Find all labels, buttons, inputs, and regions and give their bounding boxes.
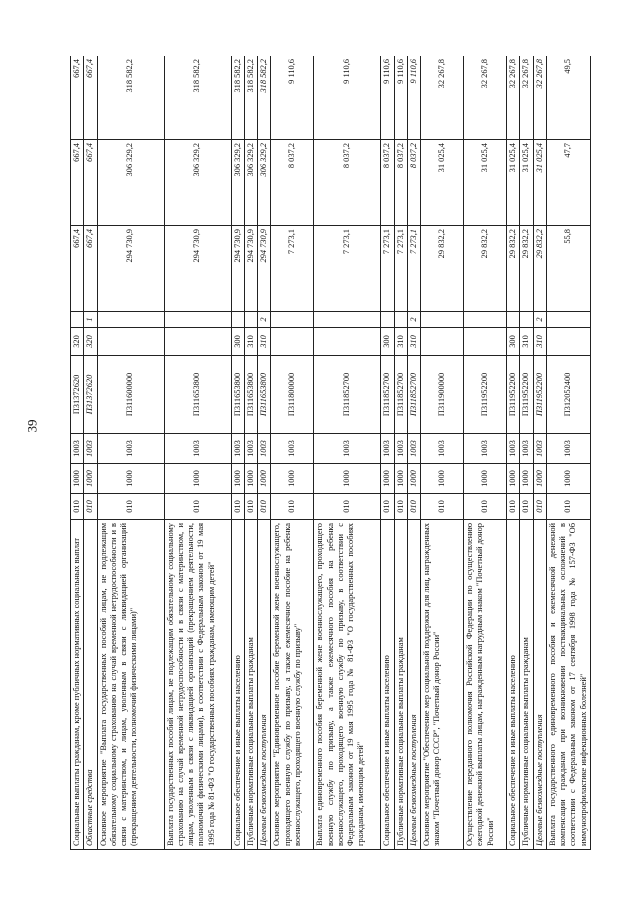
cell-subsection-code: 1003 [507,434,520,464]
cell-ministry-code: 010 [258,494,271,520]
cell-amount-year3: 9 110,6 [314,56,381,140]
cell-target-article: П311900000 [421,356,464,434]
cell-amount-year2: 47,7 [546,140,590,226]
table-row [407,56,420,850]
cell-section-code: 1000 [394,464,407,494]
cell-name: Выплата государственных пособий лицам, не подлежащим обязательному социальному страхованию на случай временной нетрудоспособности и в связи с материнством, и лицам, уволенным в связи с ликвидацией организаций (прекращением деятельности, полномочий физическими лицами), в соответствии с Федеральным законом от 19 мая 1995 года № 81-ФЗ "О государственных пособиях гражданам, имеющим детей" [164,520,231,850]
cell-ministry-code: 010 [164,494,231,520]
cell-amount-year3: 318 582,2 [258,56,271,140]
cell-amount-year2: 306 329,2 [97,140,164,226]
cell-expense-type: 310 [520,328,533,356]
cell-ministry-code: 010 [546,494,590,520]
cell-section-code: 1000 [314,464,381,494]
cell-amount-year1: 7 273,1 [381,226,394,312]
table-row [231,56,244,850]
cell-subsection-code: 1003 [533,434,546,464]
cell-amount-year3: 9 110,6 [381,56,394,140]
cell-amount-year2: 31 025,4 [520,140,533,226]
cell-section-code: 1000 [271,464,314,494]
cell-amount-year1: 294 730,9 [97,226,164,312]
cell-subsection-code: 1003 [97,434,164,464]
cell-name: Социальные выплаты гражданам, кроме публичных нормативных социальных выплат [71,520,84,850]
table-row [314,56,381,850]
cell-amount-year3: 32 267,8 [533,56,546,140]
cell-name: Основное мероприятие "Единовременное пособие беременной жене военнослужащего, проходящего военную службу по призыву, а также ежемесячное пособие на ребенка военнослужащего, проходящего военную службу по призыву" [271,520,314,850]
cell-expense-type [271,328,314,356]
cell-source-code [546,312,590,328]
table-container [70,56,630,850]
cell-amount-year3: 667,4 [84,56,97,140]
cell-ministry-code: 010 [533,494,546,520]
cell-subsection-code: 1003 [84,434,97,464]
cell-amount-year2: 306 329,2 [164,140,231,226]
cell-expense-type: 320 [71,328,84,356]
cell-name: Выплата единовременного пособия беременной жене военнослужащего, проходящего военную службу по призыву, а также ежемесячного пособия на ребенка военнослужащего, проходящего военную службу по призыву, в соответствии с Федеральным законом от 19 мая 1995 года № 81-ФЗ "О государственных пособиях гражданам, имеющим детей" [314,520,381,850]
cell-name: Социальное обеспечение и иные выплаты населению [381,520,394,850]
cell-ministry-code: 010 [520,494,533,520]
cell-target-article: П31372620 [71,356,84,434]
cell-source-code [314,312,381,328]
cell-subsection-code: 1003 [381,434,394,464]
cell-amount-year2: 667,4 [71,140,84,226]
cell-expense-type: 300 [231,328,244,356]
cell-expense-type: 320 [84,328,97,356]
cell-target-article: П311600000 [97,356,164,434]
cell-amount-year2: 8 037,2 [394,140,407,226]
cell-amount-year1: 7 273,1 [394,226,407,312]
cell-expense-type [314,328,381,356]
cell-ministry-code: 010 [97,494,164,520]
cell-expense-type [421,328,464,356]
cell-amount-year1: 294 730,9 [231,226,244,312]
table-row [164,56,231,850]
cell-amount-year2: 306 329,2 [258,140,271,226]
cell-name: Целевые безвозмездные поступления [407,520,420,850]
cell-ministry-code: 010 [407,494,420,520]
cell-amount-year3: 9 110,6 [394,56,407,140]
cell-amount-year3: 9 110,6 [407,56,420,140]
cell-amount-year3: 318 582,2 [164,56,231,140]
table-row [421,56,464,850]
cell-name: Областные средства [84,520,97,850]
cell-source-code: 1 [84,312,97,328]
cell-expense-type: 310 [394,328,407,356]
cell-subsection-code: 1003 [314,434,381,464]
cell-section-code: 1000 [231,464,244,494]
cell-source-code: 2 [258,312,271,328]
cell-target-article: П311653800 [164,356,231,434]
cell-target-article: П311952200 [533,356,546,434]
cell-amount-year1: 29 832,2 [507,226,520,312]
cell-amount-year1: 7 273,1 [271,226,314,312]
cell-amount-year1: 294 730,9 [244,226,257,312]
cell-amount-year1: 667,4 [71,226,84,312]
cell-name: Публичные нормативные социальные выплаты гражданам [244,520,257,850]
cell-source-code [244,312,257,328]
cell-section-code: 1000 [381,464,394,494]
table-row [97,56,164,850]
cell-amount-year2: 306 329,2 [231,140,244,226]
cell-source-code [231,312,244,328]
cell-source-code [271,312,314,328]
cell-name: Публичные нормативные социальные выплаты гражданам [394,520,407,850]
table-row [464,56,507,850]
cell-amount-year2: 31 025,4 [533,140,546,226]
budget-table [70,56,591,850]
cell-source-code [164,312,231,328]
cell-expense-type [97,328,164,356]
cell-source-code: 2 [407,312,420,328]
cell-target-article: П311952200 [464,356,507,434]
cell-section-code: 1000 [533,464,546,494]
cell-target-article: П311852700 [314,356,381,434]
cell-target-article: П311952200 [507,356,520,434]
cell-target-article: П311653800 [231,356,244,434]
cell-ministry-code: 010 [244,494,257,520]
cell-ministry-code: 010 [507,494,520,520]
cell-source-code [464,312,507,328]
cell-amount-year2: 306 329,2 [244,140,257,226]
table-row [546,56,590,850]
cell-subsection-code: 1003 [271,434,314,464]
cell-target-article: П311852700 [407,356,420,434]
table-row [84,56,97,850]
cell-name: Социальное обеспечение и иные выплаты населению [231,520,244,850]
cell-amount-year3: 32 267,8 [507,56,520,140]
cell-amount-year2: 8 037,2 [314,140,381,226]
table-row [271,56,314,850]
cell-amount-year1: 29 832,2 [520,226,533,312]
cell-amount-year1: 7 273,1 [314,226,381,312]
cell-ministry-code: 010 [381,494,394,520]
cell-name: Публичные нормативные социальные выплаты гражданам [520,520,533,850]
cell-amount-year1: 667,4 [84,226,97,312]
cell-subsection-code: 1003 [71,434,84,464]
cell-target-article: П312052400 [546,356,590,434]
cell-target-article: П311653800 [244,356,257,434]
cell-name: Осуществление переданного полномочия Российской Федерации по осуществлению ежегодной денежной выплаты лицам, награжденным нагрудным знаком "Почетный донор России" [464,520,507,850]
cell-amount-year2: 31 025,4 [464,140,507,226]
cell-section-code: 1000 [520,464,533,494]
table-row [507,56,520,850]
cell-subsection-code: 1003 [164,434,231,464]
cell-expense-type: 310 [244,328,257,356]
cell-name: Целевые безвозмездные поступления [533,520,546,850]
cell-amount-year3: 318 582,2 [97,56,164,140]
cell-section-code: 1000 [464,464,507,494]
cell-ministry-code: 010 [314,494,381,520]
cell-subsection-code: 1003 [464,434,507,464]
cell-amount-year3: 32 267,8 [421,56,464,140]
table-row [533,56,546,850]
cell-expense-type: 310 [407,328,420,356]
table-row [381,56,394,850]
cell-section-code: 1000 [71,464,84,494]
table-row [244,56,257,850]
cell-target-article: П311952200 [520,356,533,434]
table-row [520,56,533,850]
cell-ministry-code: 010 [84,494,97,520]
cell-ministry-code: 010 [271,494,314,520]
cell-source-code [421,312,464,328]
rotated-page [70,56,630,850]
cell-expense-type [164,328,231,356]
cell-source-code [507,312,520,328]
cell-amount-year3: 32 267,8 [464,56,507,140]
cell-section-code: 1000 [258,464,271,494]
cell-section-code: 1000 [164,464,231,494]
cell-amount-year2: 31 025,4 [507,140,520,226]
cell-name: Целевые безвозмездные поступления [258,520,271,850]
cell-section-code: 1000 [546,464,590,494]
cell-amount-year1: 294 730,9 [258,226,271,312]
cell-source-code [97,312,164,328]
cell-amount-year2: 31 025,4 [421,140,464,226]
cell-amount-year3: 318 582,2 [244,56,257,140]
table-row [258,56,271,850]
cell-target-article: П311852700 [381,356,394,434]
cell-amount-year2: 8 037,2 [407,140,420,226]
cell-expense-type: 310 [258,328,271,356]
cell-expense-type: 300 [507,328,520,356]
cell-amount-year1: 29 832,2 [533,226,546,312]
cell-amount-year1: 29 832,2 [464,226,507,312]
cell-amount-year2: 8 037,2 [381,140,394,226]
cell-amount-year3: 318 582,2 [231,56,244,140]
cell-source-code: 2 [533,312,546,328]
cell-amount-year1: 294 730,9 [164,226,231,312]
cell-section-code: 1000 [84,464,97,494]
cell-amount-year3: 667,4 [71,56,84,140]
cell-source-code [381,312,394,328]
cell-expense-type [546,328,590,356]
cell-target-article: П311800000 [271,356,314,434]
cell-target-article: П31372620 [84,356,97,434]
cell-subsection-code: 1003 [520,434,533,464]
cell-ministry-code: 010 [71,494,84,520]
table-row [394,56,407,850]
cell-subsection-code: 1003 [407,434,420,464]
cell-ministry-code: 010 [231,494,244,520]
cell-amount-year1: 7 273,1 [407,226,420,312]
cell-name: Основное мероприятие "Выплата государственных пособий лицам, не подлежащим обязательному социальному страхованию на случай временной нетрудоспособности и в связи с материнством, и лицам, уволенным в связи с ликвидацией организаций (прекращением деятельности, полномочий физическими лицами)" [97,520,164,850]
cell-amount-year3: 49,5 [546,56,590,140]
cell-ministry-code: 010 [394,494,407,520]
table-body [71,56,591,850]
cell-amount-year1: 55,8 [546,226,590,312]
cell-name: Основное мероприятие "Обеспечение мер социальной поддержки для лиц, награжденных знаком "Почетный донор СССР", "Почетный донор России" [421,520,464,850]
cell-subsection-code: 1003 [244,434,257,464]
cell-subsection-code: 1003 [231,434,244,464]
cell-section-code: 1000 [507,464,520,494]
cell-section-code: 1000 [244,464,257,494]
cell-name: Социальное обеспечение и иные выплаты населению [507,520,520,850]
cell-amount-year2: 667,4 [84,140,97,226]
cell-section-code: 1000 [97,464,164,494]
cell-source-code [71,312,84,328]
cell-target-article: П311852700 [394,356,407,434]
cell-expense-type [464,328,507,356]
cell-section-code: 1000 [421,464,464,494]
cell-expense-type: 310 [533,328,546,356]
cell-section-code: 1000 [407,464,420,494]
page-number: 39 [24,419,40,433]
cell-expense-type: 300 [381,328,394,356]
cell-subsection-code: 1003 [546,434,590,464]
cell-ministry-code: 010 [464,494,507,520]
cell-target-article: П311653800 [258,356,271,434]
cell-amount-year3: 32 267,8 [520,56,533,140]
cell-source-code [394,312,407,328]
cell-source-code [520,312,533,328]
cell-amount-year2: 8 037,2 [271,140,314,226]
cell-amount-year3: 9 110,6 [271,56,314,140]
cell-subsection-code: 1003 [421,434,464,464]
cell-amount-year1: 29 832,2 [421,226,464,312]
cell-subsection-code: 1003 [258,434,271,464]
cell-name: Выплата государственного единовременного пособия и ежемесячной денежной компенсации гражданам при возникновении поствакцинальных осложнений в соответствии с Федеральным законом от 17 сентября 1998 года № 157-ФЗ "Об иммунопрофилактике инфекционных болезней" [546,520,590,850]
table-row [71,56,84,850]
cell-ministry-code: 010 [421,494,464,520]
cell-subsection-code: 1003 [394,434,407,464]
